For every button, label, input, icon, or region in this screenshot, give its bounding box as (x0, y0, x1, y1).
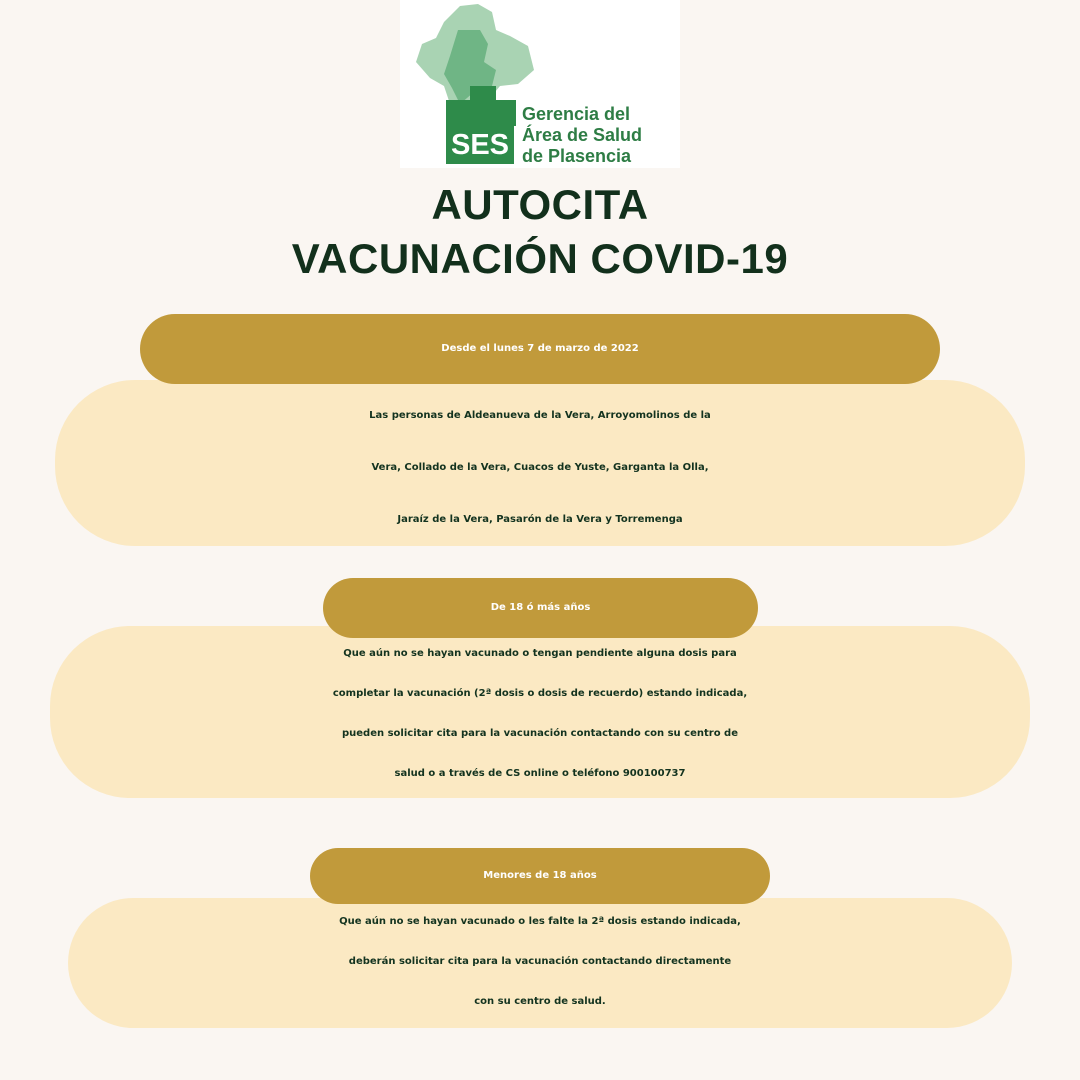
section-1-heading: Desde el lunes 7 de marzo de 2022 (140, 314, 940, 384)
logo-line-2: Área de Salud (522, 125, 643, 145)
title-line-1: AUTOCITA (431, 181, 649, 228)
section-2-heading: De 18 ó más años (323, 578, 758, 638)
section-2-body (50, 626, 1030, 798)
logo-line-1: Gerencia del (522, 104, 631, 124)
logo-caption (522, 104, 642, 167)
section-3-line: Que aún no se hayan vacunado o les falte la 2ª dosis estando indicada, (339, 916, 741, 927)
title-line-2: VACUNACIÓN COVID-19 (291, 235, 789, 282)
section-1-body (55, 380, 1025, 546)
section-2-line: pueden solicitar cita para la vacunación contactando con su centro de (342, 728, 738, 739)
section-3-line: deberán solicitar cita para la vacunación contactando directamente (348, 956, 732, 967)
section-3-line: con su centro de salud. (474, 996, 606, 1007)
section-1-line: Vera, Collado de la Vera, Cuacos de Yuste, Garganta la Olla, (371, 462, 709, 473)
section-2-line: salud o a través de CS online o teléfono 900100737 (394, 768, 686, 779)
section-2-line: Que aún no se hayan vacunado o tengan pendiente alguna dosis para (343, 648, 737, 659)
section-3-heading: Menores de 18 años (310, 848, 770, 904)
section-2-line: completar la vacunación (2ª dosis o dosis de recuerdo) estando indicada, (332, 688, 748, 699)
logo-line-3: de Plasencia (522, 146, 632, 166)
ses-badge: SES (446, 126, 514, 164)
ses-logo (400, 0, 680, 168)
section-1-line: Jaraíz de la Vera, Pasarón de la Vera y Torremenga (397, 514, 683, 525)
section-1-line: Las personas de Aldeanueva de la Vera, Arroyomolinos de la (369, 410, 711, 421)
section-3-body (68, 898, 1012, 1028)
